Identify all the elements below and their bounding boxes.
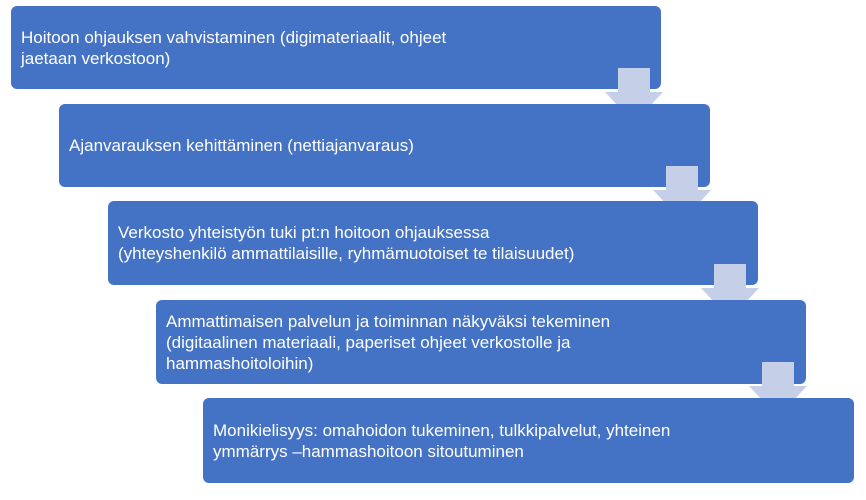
- process-step-1: [11, 6, 661, 89]
- step-1-line-1: Hoitoon ohjauksen vahvistaminen (digimateriaalit, ohjeet: [21, 27, 447, 47]
- step-3-line-1: Verkosto yhteistyön tuki pt:n hoitoon ohjauksessa: [118, 223, 490, 242]
- step-4-line-1: Ammattimaisen palvelun ja toiminnan näkyväksi tekeminen: [166, 311, 611, 331]
- step-5-line-1: Monikielisyys: omahoidon tukeminen, tulkkipalvelut, yhteinen: [213, 420, 671, 440]
- step-4-line-3: hammashoitoloihin): [166, 353, 314, 373]
- process-step-2: [59, 104, 710, 187]
- process-step-3: [108, 201, 758, 285]
- step-3-line-2: (yhteyshenkilö ammattilaisille, ryhmämuotoiset te tilaisuudet): [118, 244, 575, 263]
- process-step-5: [203, 398, 854, 483]
- step-4-line-2: (digitaalinen materiaali, paperiset ohjeet verkostolle ja: [166, 332, 571, 352]
- step-1-line-2: jaetaan verkostoon): [21, 48, 171, 68]
- step-5-line-2: ymmärrys –hammashoitoon sitoutuminen: [213, 441, 524, 461]
- process-step-4: [156, 300, 806, 384]
- step-2-line-1: Ajanvarauksen kehittäminen (nettiajanvaraus): [69, 136, 414, 155]
